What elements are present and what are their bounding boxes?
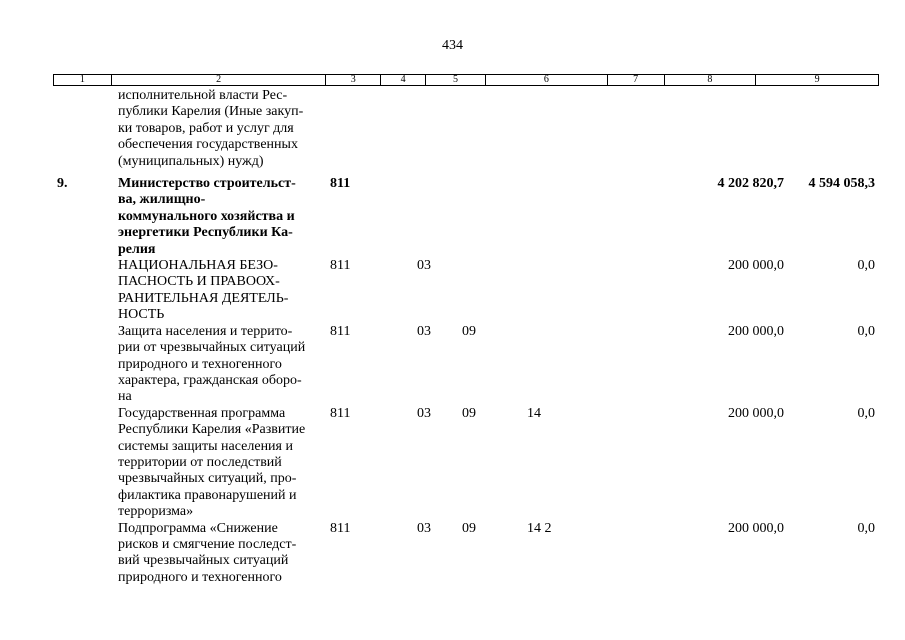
row-name-line: коммунального хозяйства и <box>118 208 295 224</box>
row-name-line: рии от чрезвычайных ситуаций <box>118 340 306 356</box>
row-name <box>118 88 318 170</box>
row-name-line: терроризма» <box>118 504 194 520</box>
table-row <box>53 406 879 521</box>
amount-col-8: 200 000,0 <box>728 405 784 421</box>
table-row <box>53 521 879 587</box>
page-number: 434 <box>442 38 463 53</box>
row-name-line: территории от последствий <box>118 454 282 470</box>
table-row <box>53 176 879 258</box>
header-col-9: 9 <box>814 74 820 85</box>
row-name-line: филактика правонарушений и <box>118 487 297 503</box>
row-name-line: системы защиты населения и <box>118 438 293 454</box>
header-col-1: 1 <box>54 75 112 85</box>
row-name-line: ПАСНОСТЬ И ПРАВООХ- <box>118 274 280 290</box>
ministry-code: 811 <box>330 405 351 421</box>
row-name-line: публики Карелия (Иные закуп- <box>118 104 304 120</box>
ministry-code: 811 <box>330 258 351 274</box>
row-name-line: чрезвычайных ситуаций, про- <box>118 471 297 487</box>
row-name-line: характера, гражданская оборо- <box>118 372 302 388</box>
row-name <box>118 324 318 406</box>
ministry-code: 811 <box>330 520 351 536</box>
row-name-line: исполнительной власти Рес- <box>118 88 288 103</box>
section-code: 03 <box>417 520 431 536</box>
section-code: 03 <box>417 405 431 421</box>
amount-col-8: 200 000,0 <box>728 323 784 339</box>
row-name-line: релия <box>118 241 156 257</box>
amount-col-9: 4 594 058,3 <box>808 176 875 192</box>
row-name-line: на <box>118 389 132 405</box>
table-row <box>53 324 879 406</box>
header-col-5: 5 <box>426 75 486 85</box>
ministry-code: 811 <box>330 323 351 339</box>
row-name-line: природного и техногенного <box>118 569 282 585</box>
header-col-3: 3 <box>326 75 381 85</box>
amount-col-9: 0,0 <box>857 258 875 274</box>
row-name <box>118 521 318 587</box>
section-code: 03 <box>417 323 431 339</box>
subsection-code: 09 <box>462 323 476 339</box>
header-col-2: 2 <box>112 75 326 85</box>
header-col-4: 4 <box>381 75 426 85</box>
table-body <box>53 88 879 586</box>
row-name-line: энергетики Республики Ка- <box>118 225 293 241</box>
row-name-line: РАНИТЕЛЬНАЯ ДЕЯТЕЛЬ- <box>118 290 289 306</box>
row-name-line: вий чрезвычайных ситуаций <box>118 553 289 569</box>
amount-col-8: 200 000,0 <box>728 258 784 274</box>
subsection-code: 09 <box>462 520 476 536</box>
row-name-line: Республики Карелия «Развитие <box>118 422 306 438</box>
row-name-line: рисков и смягчение последст- <box>118 536 297 552</box>
row-name-line: (муниципальных) нужд) <box>118 153 264 169</box>
row-name-line: Подпрограмма «Снижение <box>118 520 278 536</box>
header-col-8: 8 <box>665 75 757 85</box>
amount-col-9: 0,0 <box>857 520 875 536</box>
amount-col-8: 4 202 820,7 <box>717 176 784 192</box>
amount-col-8: 200 000,0 <box>728 520 784 536</box>
row-name-line: ки товаров, работ и услуг для <box>118 120 294 136</box>
row-name-line: ва, жилищно- <box>118 192 206 208</box>
row-name <box>118 176 318 258</box>
section-code: 03 <box>417 258 431 274</box>
table-header <box>53 74 879 86</box>
row-name-line: Министерство строительст- <box>118 176 296 192</box>
amount-col-9: 0,0 <box>857 405 875 421</box>
row-name-line: природного и техногенного <box>118 356 282 372</box>
amount-col-9: 0,0 <box>857 323 875 339</box>
row-name-line: обеспечения государственных <box>118 137 298 153</box>
row-name-line: НОСТЬ <box>118 307 165 323</box>
header-col-6: 6 <box>486 75 608 85</box>
table-row <box>53 258 879 324</box>
row-name <box>118 406 318 521</box>
header-col-7: 7 <box>608 75 665 85</box>
subsection-code: 09 <box>462 405 476 421</box>
row-name-line: Государственная программа <box>118 405 286 421</box>
row-number: 9. <box>57 176 68 192</box>
program-code: 14 2 <box>527 520 552 536</box>
ministry-code: 811 <box>330 176 351 192</box>
row-name <box>118 258 318 324</box>
program-code: 14 <box>527 405 541 421</box>
table-row <box>53 88 879 170</box>
row-name-line: НАЦИОНАЛЬНАЯ БЕЗО- <box>118 258 278 274</box>
row-name-line: Защита населения и террито- <box>118 323 293 339</box>
